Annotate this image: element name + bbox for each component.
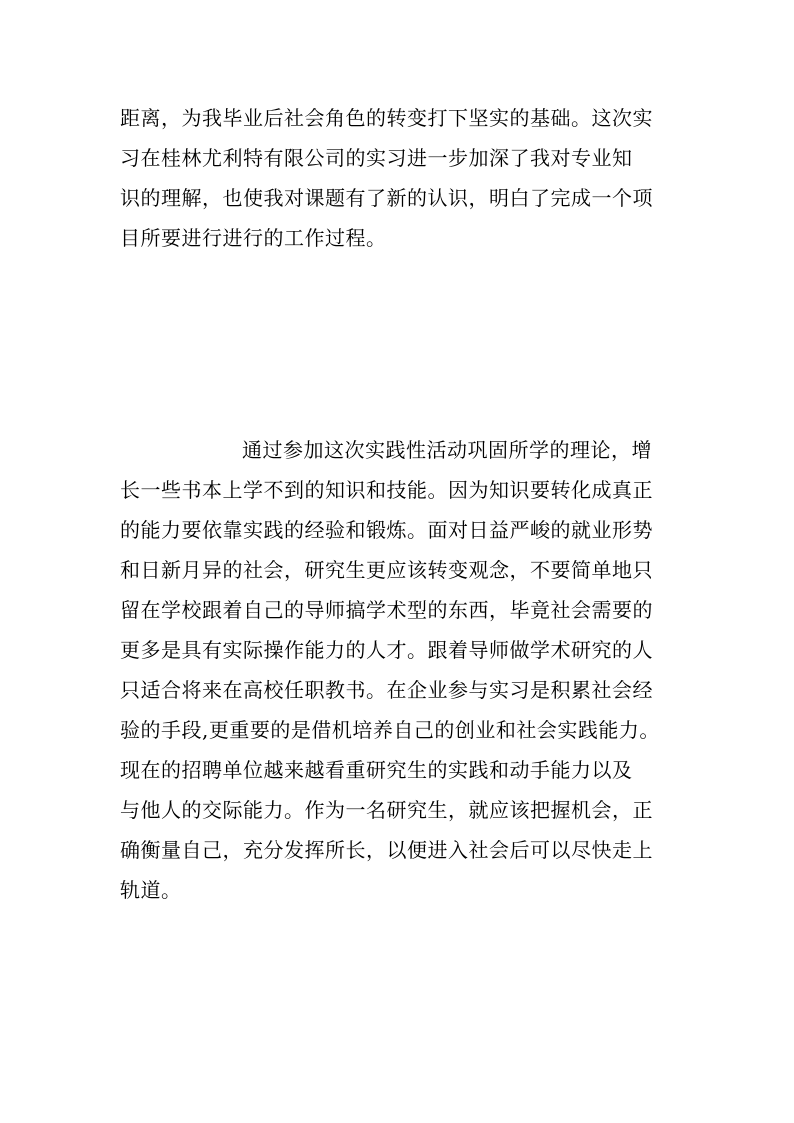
paragraph-line: 确衡量自己，充分发挥所长，以便进入社会后可以尽快走上 (120, 838, 653, 862)
paragraph-line: 长一些书本上学不到的知识和技能。因为知识要转化成真正 (120, 478, 653, 502)
paragraph-line: 更多是具有实际操作能力的人才。跟着导师做学术研究的人 (120, 638, 653, 662)
paragraph-line: 与他人的交际能力。作为一名研究生，就应该把握机会，正 (120, 798, 653, 822)
paragraph-line: 的能力要依靠实践的经验和锻炼。面对日益严峻的就业形势 (120, 518, 653, 542)
paragraph-line: 目所要进行进行的工作过程。 (120, 226, 387, 250)
paragraph-line: 习在桂林尤利特有限公司的实习进一步加深了我对专业知 (120, 146, 633, 170)
paragraph-1 (120, 98, 680, 258)
paragraph-2 (120, 430, 680, 910)
paragraph-line: 距离，为我毕业后社会角色的转变打下坚实的基础。这次实 (120, 106, 653, 130)
paragraph-line: 通过参加这次实践性活动巩固所学的理论，增 (242, 438, 652, 462)
paragraph-line: 验的手段,更重要的是借机培养自己的创业和社会实践能力。 (120, 718, 660, 742)
paragraph-line: 轨道。 (120, 878, 182, 902)
paragraph-line: 留在学校跟着自己的导师搞学术型的东西，毕竟社会需要的 (120, 598, 653, 622)
paragraph-line: 识的理解，也使我对课题有了新的认识，明白了完成一个项 (120, 186, 653, 210)
paragraph-line: 和日新月异的社会，研究生更应该转变观念，不要简单地只 (120, 558, 653, 582)
paragraph-line: 现在的招聘单位越来越看重研究生的实践和动手能力以及 (120, 758, 633, 782)
paragraph-line: 只适合将来在高校任职教书。在企业参与实习是积累社会经 (120, 678, 653, 702)
